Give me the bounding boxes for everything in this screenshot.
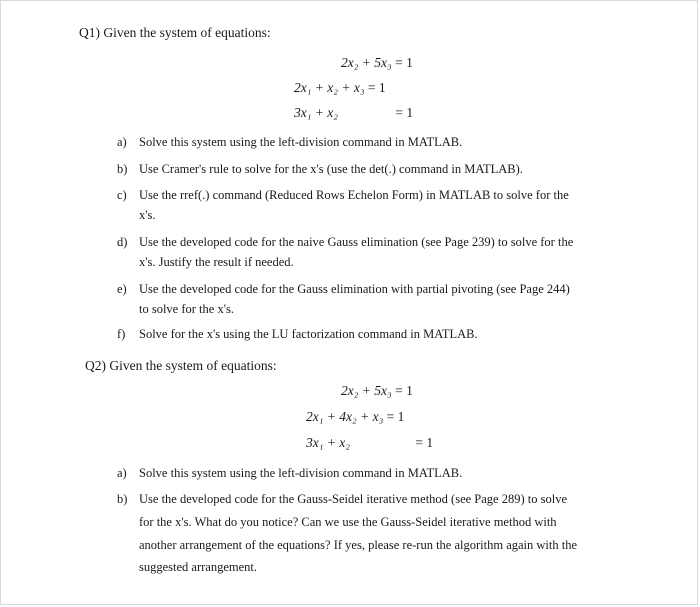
q2-item-b-continuation-3: suggested arrangement. bbox=[139, 560, 258, 574]
q2-item-b-continuation-2: another arrangement of the equations? If yes, please re-run the algorithm again with the bbox=[139, 538, 578, 552]
q2-equation-2: 2x₁ + 4x₂ + x₃ = 1 bbox=[306, 409, 405, 424]
q1-item-a: a) Solve this system using the left-division command in MATLAB. bbox=[117, 135, 463, 149]
q1-item-d-continuation: x's. Justify the result if needed. bbox=[139, 255, 294, 269]
q1-item-c: c) Use the rref(.) command (Reduced Rows Echelon Form) in MATLAB to solve for the bbox=[117, 188, 569, 202]
q2-item-b-continuation-1: for the x's. What do you notice? Can we use the Gauss-Seidel iterative method with bbox=[139, 515, 557, 529]
q2-equation-1: 2x₂ + 5x₃ = 1 bbox=[341, 383, 413, 398]
q2-item-a: a) Solve this system using the left-division command in MATLAB. bbox=[117, 466, 463, 480]
q1-item-d: d) Use the developed code for the naive Gauss elimination (see Page 239) to solve for the bbox=[117, 235, 574, 249]
q2-item-b: b) Use the developed code for the Gauss-Seidel iterative method (see Page 289) to solve bbox=[117, 492, 567, 506]
q1-item-e: e) Use the developed code for the Gauss elimination with partial pivoting (see Page 244) bbox=[117, 282, 570, 296]
q1-item-e-continuation: to solve for the x's. bbox=[139, 302, 234, 316]
q1-item-b: b) Use Cramer's rule to solve for the x's (use the det(.) command in MATLAB). bbox=[117, 162, 523, 176]
q1-heading: Q1) Given the system of equations: bbox=[79, 25, 271, 40]
q1-equation-1: 2x₂ + 5x₃ = 1 bbox=[341, 55, 413, 70]
q2-heading: Q2) Given the system of equations: bbox=[85, 358, 277, 373]
q1-equation-3: 3x₁ + x₂ = 1 bbox=[294, 105, 414, 120]
q2-equation-3: 3x₁ + x₂ = 1 bbox=[306, 435, 434, 450]
q1-item-c-continuation: x's. bbox=[139, 208, 156, 222]
q1-item-f: f) Solve for the x's using the LU factorization command in MATLAB. bbox=[117, 327, 478, 341]
q1-equation-2: 2x₁ + x₂ + x₃ = 1 bbox=[294, 80, 386, 95]
